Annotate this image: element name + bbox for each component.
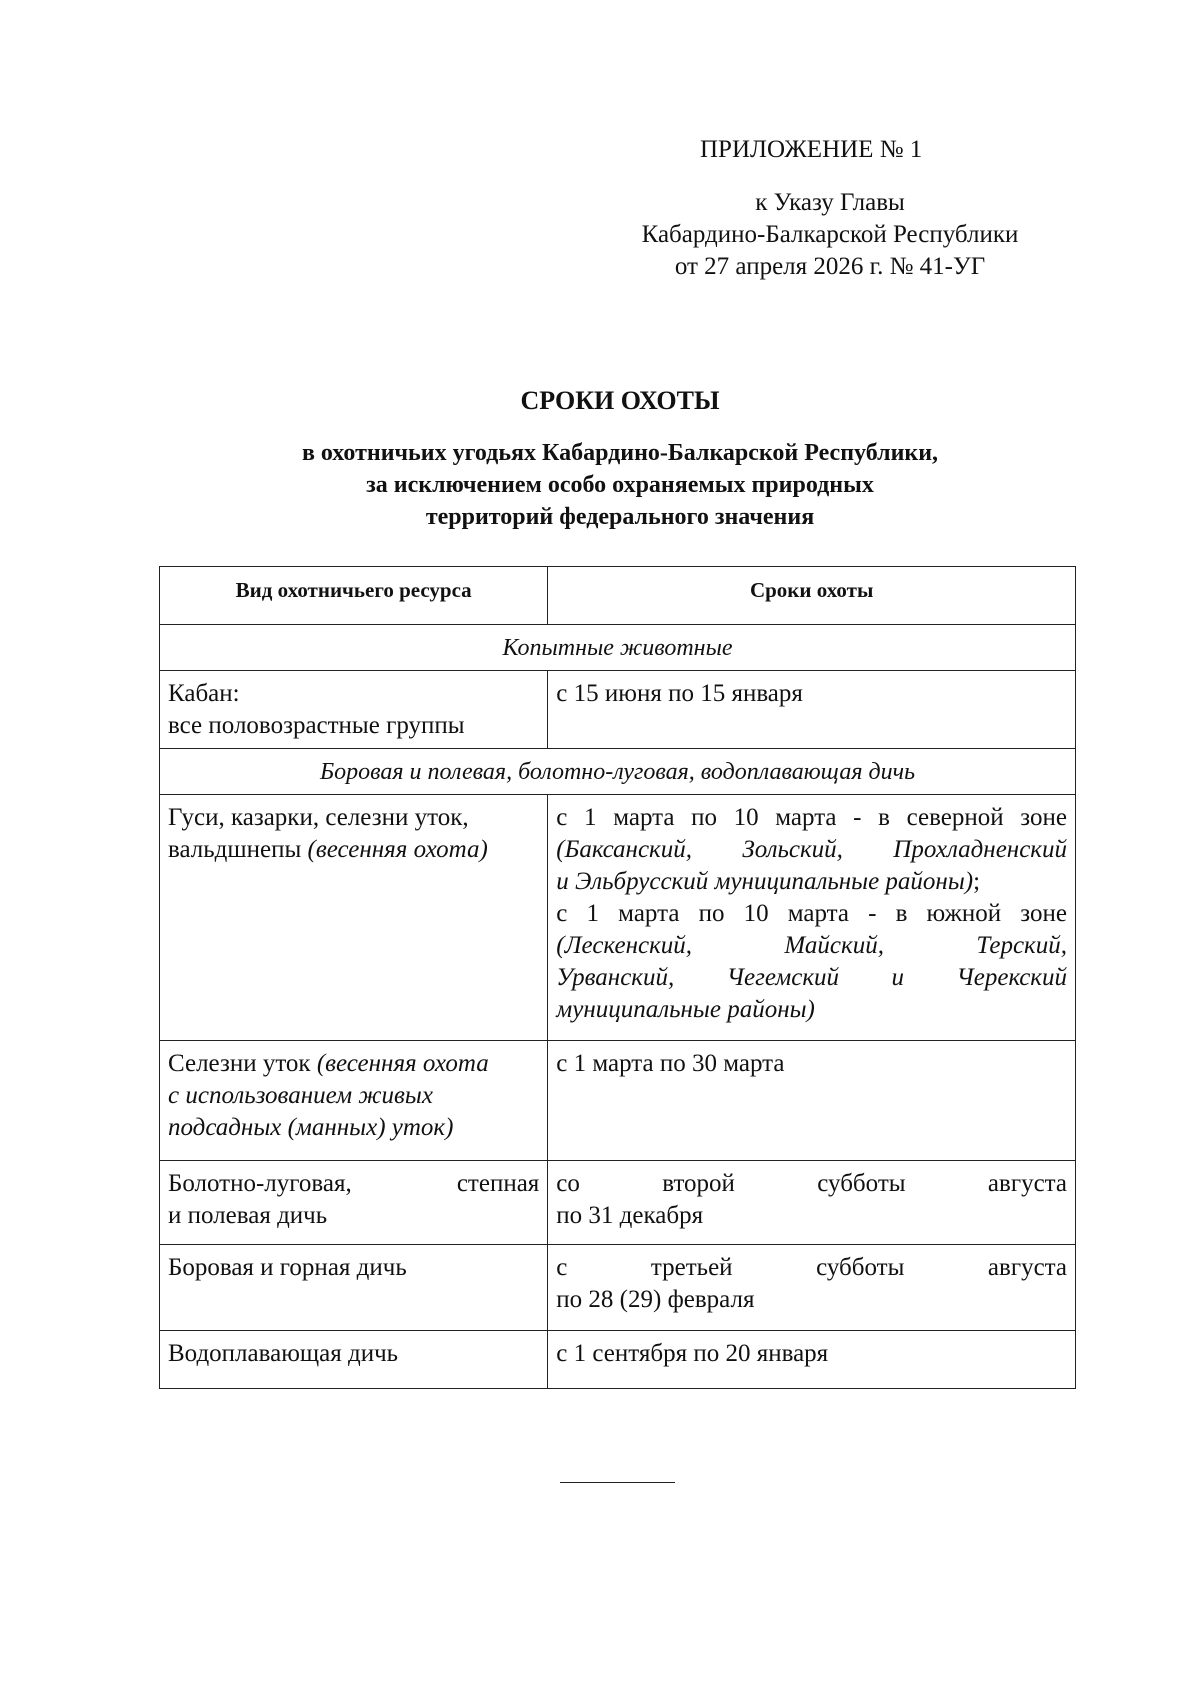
section-row [160,749,1076,795]
period-text: по 31 декабря [556,1202,704,1229]
period-note: муниципальные районы) [556,996,815,1023]
section-game-birds: Боровая и полевая, болотно-луговая, водоплавающая дичь [160,749,1076,795]
period-text: с третьей субботы августа [556,1254,1067,1281]
period-cell [548,1245,1076,1331]
period-text: со второй субботы августа [556,1170,1067,1197]
decree-ref-line: Кабардино-Балкарской Республики [641,221,1019,248]
resource-cell [160,1041,548,1161]
resource-text-line [168,1048,539,1080]
subtitle-line: территорий федерального значения [425,504,815,530]
decree-ref-line: к Указу Главы [755,189,905,216]
period-text: с 1 марта по 10 марта - в южной зоне [556,900,1067,927]
period-cell: с 1 сентября по 20 января [548,1331,1076,1389]
table-header-row [160,567,1076,625]
table-row [160,671,1076,749]
decree-reference [590,187,1070,283]
decree-ref-line: от 27 апреля 2026 г. № 41-УГ [674,253,986,280]
resource-text: Селезни уток [168,1050,317,1077]
subtitle-line: в охотничьих угодьях Кабардино-Балкарской Республики, [301,440,939,466]
period-cell [548,1161,1076,1245]
resource-cell [160,1161,548,1245]
resource-text: вальдшнепы [168,836,308,863]
period-note: и Эльбрусский муниципальные районы) [556,868,974,895]
subtitle-line: за исключением особо охраняемых природных [366,472,874,498]
table-row [160,1161,1076,1245]
period-text-line [556,866,1067,898]
resource-cell: Водоплавающая дичь [160,1331,548,1389]
resource-text: Кабан: [168,680,240,707]
period-note: (Лескенский, Майский, Терский, [556,932,1067,959]
hunting-periods-table [159,566,1076,1389]
column-header-resource: Вид охотничьего ресурса [160,567,548,625]
resource-note: подсадных (манных) уток) [168,1114,454,1141]
period-note: Урванский, Чегемский и Черекский [556,964,1067,991]
section-ungulates: Копытные животные [160,625,1076,671]
table-row [160,1331,1076,1389]
section-row [160,625,1076,671]
resource-cell [160,795,548,1041]
resource-cell: Боровая и горная дичь [160,1245,548,1331]
resource-text: и полевая дичь [168,1202,328,1229]
end-separator-line [560,1482,675,1483]
resource-text: Гуси, казарки, селезни уток, [168,804,469,831]
appendix-number: ПРИЛОЖЕНИЕ № 1 [700,136,923,163]
document-subtitle [0,437,1200,533]
resource-text: Болотно-луговая, степная [168,1170,540,1197]
period-text: по 28 (29) февраля [556,1286,755,1313]
resource-note: с использованием живых [168,1082,433,1109]
resource-note: (весенняя охота [316,1050,489,1077]
document-title: СРОКИ ОХОТЫ [520,386,720,415]
period-cell [548,795,1076,1041]
period-punct: ; [973,868,981,895]
period-cell: с 1 марта по 30 марта [548,1041,1076,1161]
table-row [160,1041,1076,1161]
period-text: с 1 марта по 10 марта - в северной зоне [556,804,1067,831]
resource-cell [160,671,548,749]
period-note: (Баксанский, Зольский, Прохладненский [556,836,1067,863]
period-cell: с 15 июня по 15 января [548,671,1076,749]
table-row [160,795,1076,1041]
table-row [160,1245,1076,1331]
resource-text: все половозрастные группы [168,712,465,739]
column-header-period: Сроки охоты [548,567,1076,625]
resource-note: (весенняя охота) [307,836,488,863]
resource-text-line [168,834,539,866]
